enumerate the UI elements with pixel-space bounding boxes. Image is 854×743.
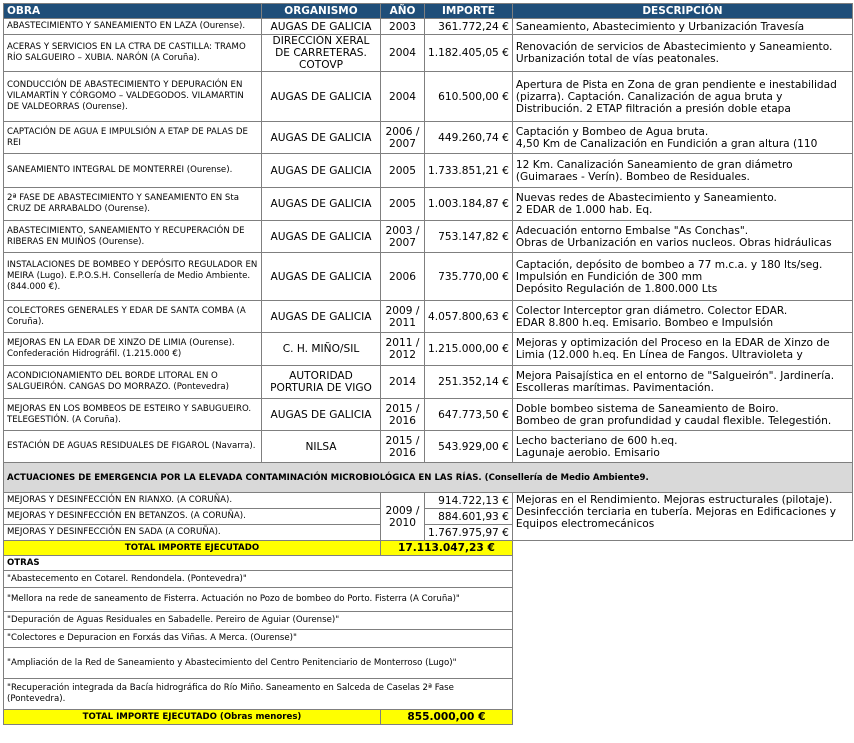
- emergency-descripcion-cell: Mejoras en el Rendimiento. Mejoras estructurales (pilotaje). Desinfección terciaria en tubería. Mejoras en Edificaciones y Equipos electromecánicos: [512, 493, 852, 541]
- descripcion-cell: Apertura de Pista en Zona de gran pendiente e inestabilidad (pizarra). Captación. Canalización de agua bruta y Distribución. 2 ETAP filtración a presión doble etapa: [512, 72, 852, 122]
- obra-cell: INSTALACIONES DE BOMBEO Y DEPÓSITO REGULADOR EN MEIRA (Lugo). E.P.O.S.H. Consellería de Medio Ambiente. (844.000 €).: [4, 253, 262, 301]
- importe-cell: 4.057.800,63 €: [425, 301, 513, 333]
- year-cell: 2005: [381, 154, 425, 188]
- organismo-cell: AUGAS DE GALICIA: [262, 253, 381, 301]
- importe-cell: 1.733.851,21 €: [425, 154, 513, 188]
- header-importe: IMPORTE: [425, 4, 513, 19]
- organismo-cell: AUGAS DE GALICIA: [262, 122, 381, 154]
- header-row: [4, 4, 853, 19]
- table-row: [4, 431, 853, 463]
- header-obra: OBRA: [4, 4, 262, 19]
- organismo-cell: AUGAS DE GALICIA: [262, 221, 381, 253]
- importe-cell: 610.500,00 €: [425, 72, 513, 122]
- descripcion-cell: Saneamiento, Abastecimiento y Urbanización Travesía: [512, 19, 852, 35]
- year-cell: 2005: [381, 188, 425, 221]
- works-table: [3, 3, 853, 725]
- emergency-year-cell: 2009 / 2010: [381, 493, 425, 541]
- otras-row: [4, 679, 853, 710]
- obra-cell: MEJORAS EN LA EDAR DE XINZO DE LIMIA (Ourense). Confederación Hidrográfil. (1.215.000 €): [4, 333, 262, 366]
- emergency-obra-cell: MEJORAS Y DESINFECCIÓN EN BETANZOS. (A CORUÑA).: [4, 509, 381, 525]
- descripcion-cell: Adecuación entorno Embalse "As Conchas". Obras de Urbanización en varios nucleos. Obras hidráulicas: [512, 221, 852, 253]
- obra-cell: COLECTORES GENERALES Y EDAR DE SANTA COMBA (A Coruña).: [4, 301, 262, 333]
- organismo-cell: AUGAS DE GALICIA: [262, 72, 381, 122]
- importe-cell: 735.770,00 €: [425, 253, 513, 301]
- organismo-cell: AUGAS DE GALICIA: [262, 301, 381, 333]
- organismo-cell: AUGAS DE GALICIA: [262, 154, 381, 188]
- descripcion-cell: Mejoras y optimización del Proceso en la EDAR de Xinzo de Limia (12.000 h.eq. En Línea de Fangos. Ultravioleta y: [512, 333, 852, 366]
- header-anio: AÑO: [381, 4, 425, 19]
- importe-cell: 753.147,82 €: [425, 221, 513, 253]
- table-row: [4, 19, 853, 35]
- importe-cell: 449.260,74 €: [425, 122, 513, 154]
- obra-cell: SANEAMIENTO INTEGRAL DE MONTERREI (Ourense).: [4, 154, 262, 188]
- obra-cell: ACONDICIONAMIENTO DEL BORDE LITORAL EN O SALGUEIRÓN. CANGAS DO MORRAZO. (Pontevedra): [4, 366, 262, 399]
- header-organismo: ORGANISMO: [262, 4, 381, 19]
- organismo-cell: NILSA: [262, 431, 381, 463]
- descripcion-cell: Colector Interceptor gran diámetro. Colector EDAR. EDAR 8.800 h.eq. Emisario. Bombeo e Impulsión: [512, 301, 852, 333]
- otras-item: "Colectores e Depuracion en Forxás das Viñas. A Merca. (Ourense)": [4, 630, 513, 648]
- otras-row: [4, 571, 853, 588]
- importe-cell: 1.215.000,00 €: [425, 333, 513, 366]
- otras-row: [4, 648, 853, 679]
- emergency-obra-cell: MEJORAS Y DESINFECCIÓN EN SADA (A CORUÑA).: [4, 525, 381, 541]
- table-row: [4, 301, 853, 333]
- table-row: [4, 366, 853, 399]
- organismo-cell: AUTORIDAD PORTURIA DE VIGO: [262, 366, 381, 399]
- otras-item: "Mellora na rede de saneamento de Fisterra. Actuación no Pozo de bombeo do Porto. Fisterra (A Coruña)": [4, 588, 513, 612]
- year-cell: 2015 / 2016: [381, 399, 425, 431]
- obra-cell: MEJORAS EN LOS BOMBEOS DE ESTEIRO Y SABUGUEIRO. TELEGESTIÓN. (A Coruña).: [4, 399, 262, 431]
- year-cell: 2006 / 2007: [381, 122, 425, 154]
- table-row: [4, 154, 853, 188]
- total-obras-menores-value: 855.000,00 €: [381, 710, 513, 725]
- obra-cell: ABASTECIMIENTO Y SANEAMIENTO EN LAZA (Ourense).: [4, 19, 262, 35]
- importe-cell: 647.773,50 €: [425, 399, 513, 431]
- emergency-importe-cell: 1.767.975,97 €: [425, 525, 513, 541]
- table-row: [4, 253, 853, 301]
- descripcion-cell: Lecho bacteriano de 600 h.eq. Lagunaje aerobio. Emisario: [512, 431, 852, 463]
- year-cell: 2003: [381, 19, 425, 35]
- table-row: [4, 188, 853, 221]
- header-descripcion: DESCRIPCIÓN: [512, 4, 852, 19]
- importe-cell: 1.003.184,87 €: [425, 188, 513, 221]
- total-value: 17.113.047,23 €: [381, 541, 513, 556]
- total-label: TOTAL IMPORTE EJECUTADO: [4, 541, 381, 556]
- emergency-importe-cell: 914.722,13 €: [425, 493, 513, 509]
- otras-item: "Ampliación de la Red de Saneamiento y Abastecimiento del Centro Penitenciario de Monterroso (Lugo)": [4, 648, 513, 679]
- otras-row: [4, 630, 853, 648]
- importe-cell: 251.352,14 €: [425, 366, 513, 399]
- table-row: [4, 35, 853, 72]
- organismo-cell: AUGAS DE GALICIA: [262, 399, 381, 431]
- otras-item: "Abastecemento en Cotarel. Rendondela. (Pontevedra)": [4, 571, 513, 588]
- obra-cell: 2ª FASE DE ABASTECIMIENTO Y SANEAMIENTO EN Sta CRUZ DE ARRABALDO (Ourense).: [4, 188, 262, 221]
- descripcion-cell: 12 Km. Canalización Saneamiento de gran diámetro (Guimaraes - Verín). Bombeo de Residuales.: [512, 154, 852, 188]
- year-cell: 2006: [381, 253, 425, 301]
- descripcion-cell: Renovación de servicios de Abastecimiento y Saneamiento. Urbanización total de vías peatonales.: [512, 35, 852, 72]
- year-cell: 2003 / 2007: [381, 221, 425, 253]
- emergency-obra-cell: MEJORAS Y DESINFECCIÓN EN RIANXO. (A CORUÑA).: [4, 493, 381, 509]
- emergency-row: [4, 493, 853, 509]
- descripcion-cell: Mejora Paisajística en el entorno de "Salgueirón". Jardinería. Escolleras marítimas. Pavimentación.: [512, 366, 852, 399]
- obra-cell: CONDUCCIÓN DE ABASTECIMIENTO Y DEPURACIÓN EN VILAMARTÍN Y CÓRGOMO – VALDEGODOS. VILAMARTIN DE VALDEORRAS (Ourense).: [4, 72, 262, 122]
- table-row: [4, 72, 853, 122]
- total-obras-menores-label: TOTAL IMPORTE EJECUTADO (Obras menores): [4, 710, 381, 725]
- year-cell: 2011 / 2012: [381, 333, 425, 366]
- emergency-importe-cell: 884.601,93 €: [425, 509, 513, 525]
- descripcion-cell: Captación, depósito de bombeo a 77 m.c.a. y 180 lts/seg. Impulsión en Fundición de 300 mm Depósito Regulación de 1.800.000 Lts: [512, 253, 852, 301]
- table-row: [4, 122, 853, 154]
- year-cell: 2015 / 2016: [381, 431, 425, 463]
- obra-cell: ACERAS Y SERVICIOS EN LA CTRA DE CASTILLA: TRAMO RÍO SALGUEIRO – XUBIA. NARÓN (A Coruña).: [4, 35, 262, 72]
- year-cell: 2004: [381, 72, 425, 122]
- otras-item: "Recuperación integrada da Bacía hidrográfica do Río Miño. Saneamento en Salceda de Caselas 2ª Fase (Pontevedra).: [4, 679, 513, 710]
- table-row: [4, 399, 853, 431]
- descripcion-cell: Captación y Bombeo de Agua bruta. 4,50 Km de Canalización en Fundición a gran altura (110: [512, 122, 852, 154]
- otras-row: [4, 612, 853, 630]
- importe-cell: 361.772,24 €: [425, 19, 513, 35]
- otras-header-row: [4, 556, 853, 571]
- otras-row: [4, 588, 853, 612]
- obra-cell: ABASTECIMIENTO, SANEAMIENTO Y RECUPERACIÓN DE RIBERAS EN MUIÑOS (Ourense).: [4, 221, 262, 253]
- otras-title: OTRAS: [4, 556, 513, 571]
- table-row: [4, 221, 853, 253]
- importe-cell: 543.929,00 €: [425, 431, 513, 463]
- year-cell: 2004: [381, 35, 425, 72]
- importe-cell: 1.182.405,05 €: [425, 35, 513, 72]
- emergency-section-row: [4, 463, 853, 493]
- organismo-cell: C. H. MIÑO/SIL: [262, 333, 381, 366]
- emergency-section-title: ACTUACIONES DE EMERGENCIA POR LA ELEVADA CONTAMINACIÓN MICROBIOLÓGICA EN LAS RÍAS. (Consellería de Medio Ambiente9.: [4, 463, 853, 493]
- year-cell: 2014: [381, 366, 425, 399]
- descripcion-cell: Nuevas redes de Abastecimiento y Saneamiento. 2 EDAR de 1.000 hab. Eq.: [512, 188, 852, 221]
- total-row: [4, 541, 853, 556]
- table-row: [4, 333, 853, 366]
- obra-cell: ESTACIÓN DE AGUAS RESIDUALES DE FIGAROL (Navarra).: [4, 431, 262, 463]
- total-obras-menores-row: [4, 710, 853, 725]
- year-cell: 2009 / 2011: [381, 301, 425, 333]
- organismo-cell: AUGAS DE GALICIA: [262, 19, 381, 35]
- organismo-cell: AUGAS DE GALICIA: [262, 188, 381, 221]
- organismo-cell: DIRECCIÓN XERAL DE CARRETERAS. COTOVP: [262, 35, 381, 72]
- otras-item: "Depuración de Aguas Residuales en Sabadelle. Pereiro de Aguiar (Ourense)": [4, 612, 513, 630]
- descripcion-cell: Doble bombeo sistema de Saneamiento de Boiro. Bombeo de gran profundidad y caudal flexible. Telegestión.: [512, 399, 852, 431]
- obra-cell: CAPTACIÓN DE AGUA E IMPULSIÓN A ETAP DE PALAS DE REI: [4, 122, 262, 154]
